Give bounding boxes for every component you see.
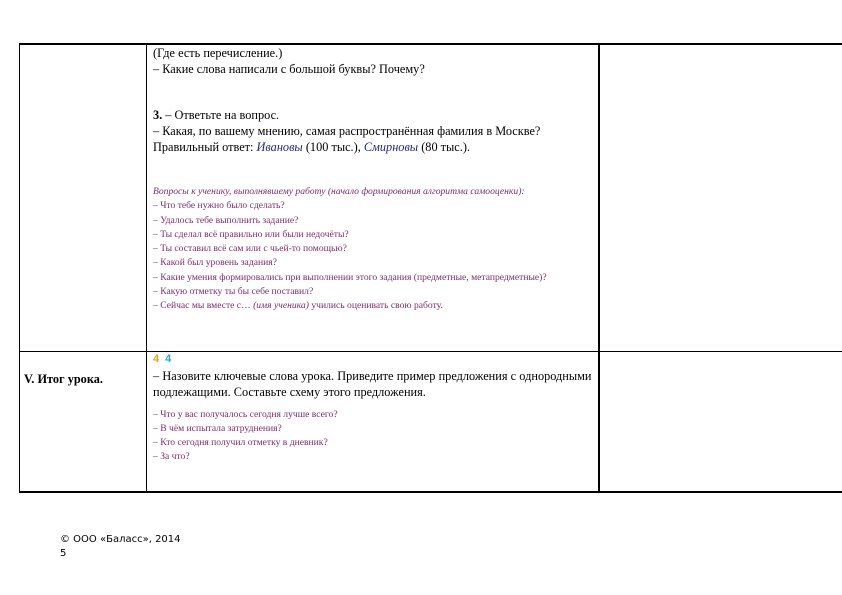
text-line: – Какие слова написали с большой буквы? Почему? (153, 62, 425, 76)
notes-cell (599, 44, 842, 351)
reflection-questions (147, 408, 598, 465)
answer-name: Ивановы (256, 140, 303, 154)
content-cell (147, 351, 599, 492)
summary-task: – Назовите ключевые слова урока. Приведите пример предложения с однородными подлежащими. Составьте схему этого предложения. (153, 368, 592, 399)
closing-suffix: учились оценивать свою работу. (308, 300, 443, 312)
question-item: – Кто сегодня получил отметку в дневник? (153, 437, 328, 449)
cyan-marker: 4 (165, 352, 172, 365)
task-3-heading (153, 107, 592, 123)
text-line: (Где есть перечисление.) (153, 46, 283, 60)
stage-cell (20, 351, 147, 492)
task-markers (153, 352, 592, 366)
content-cell (147, 44, 599, 351)
task-number: 3. (153, 108, 163, 122)
question-item: – В чём испытала затруднения? (153, 422, 282, 434)
table-row (20, 351, 842, 492)
question-item: – За что? (153, 451, 190, 463)
question-item: – Какие умения формировались при выполнении этого задания (предметные, метапредметные)? (153, 271, 547, 283)
copyright: © ООО «Баласс», 2014 (60, 534, 181, 545)
table-row (20, 44, 842, 351)
teacher-hint: Вопросы к ученику, выполнявшему работу (начало формирования алгоритма самооценки): (153, 186, 525, 197)
question-item: – Какую отметку ты бы себе поставил? (153, 286, 314, 298)
task-title: – Ответьте на вопрос. (162, 108, 280, 122)
orange-marker: 4 (153, 352, 160, 365)
question-item: – Ты составил всё сам или с чьей-то помощью? (153, 243, 347, 255)
task-question: – Какая, по вашему мнению, самая распространённая фамилия в Москве? (153, 124, 541, 138)
answer-count: (100 тыс.), (302, 140, 364, 154)
question-item: – Что у вас получалось сегодня лучше всего? (153, 408, 338, 420)
self-assessment-questions (147, 185, 598, 314)
question-item: – Что тебе нужно было сделать? (153, 200, 285, 212)
page-number: 5 (60, 548, 67, 559)
answer-count: (80 тыс.). (418, 140, 471, 154)
question-item: – Какой был уровень задания? (153, 257, 277, 269)
question-item: – Ты сделал всё правильно или были недочёты? (153, 228, 349, 240)
question-item: – Удалось тебе выполнить задание? (153, 214, 299, 226)
answer-line (153, 139, 592, 155)
closing-prefix: – Сейчас мы вместе с… (153, 300, 254, 312)
closing-italic: (имя ученика) (253, 300, 309, 312)
lesson-table (19, 43, 842, 493)
answer-name: Смирновы (363, 140, 419, 154)
content-block (147, 45, 598, 155)
stage-title: V. Итог урока. (24, 371, 103, 386)
content-block (147, 352, 598, 400)
question-item (153, 299, 592, 313)
notes-cell (599, 351, 842, 492)
stage-cell (20, 44, 147, 351)
answer-prefix: Правильный ответ: (153, 140, 257, 154)
